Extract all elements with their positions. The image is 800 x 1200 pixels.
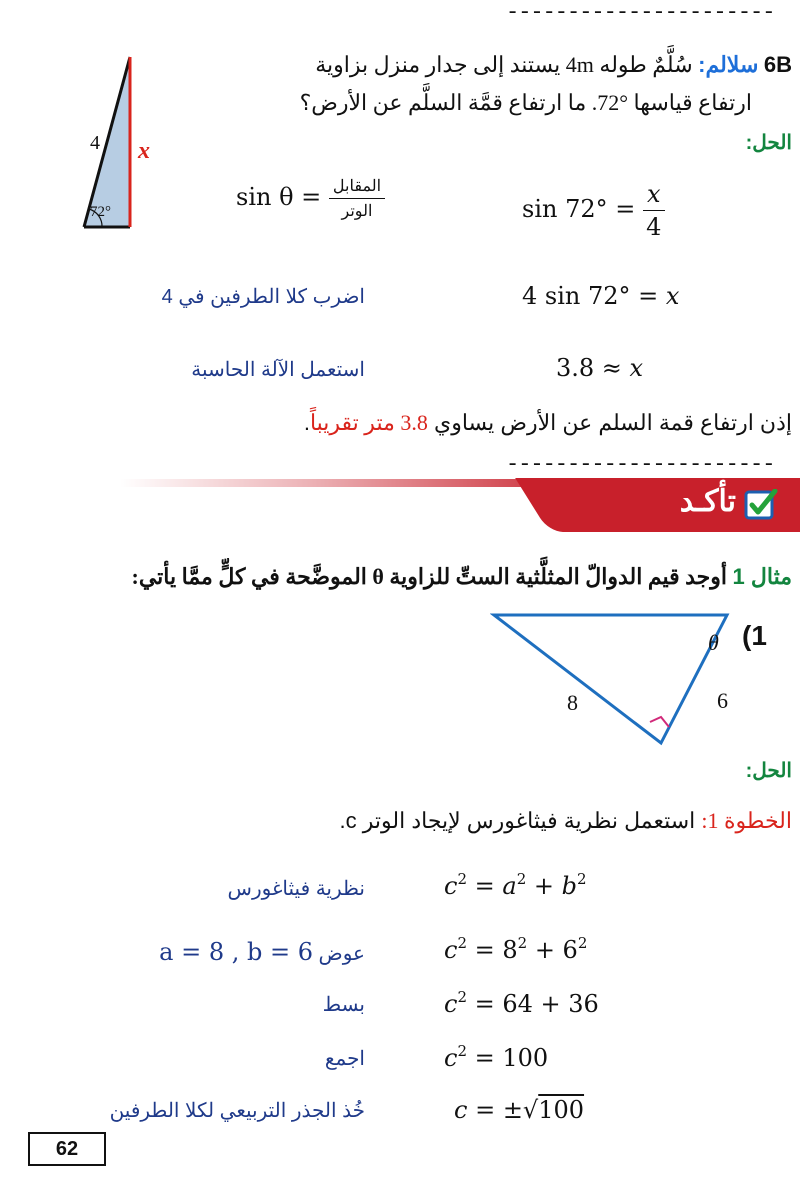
page-number: 62 [28, 1132, 106, 1166]
row4-equation: $c^2 = 100$ [444, 1042, 549, 1072]
problem-6b-line2: ارتفاع قياسها °72. ما ارتفاع قمَّة السلَّم عن الأرض؟ [299, 90, 752, 115]
row2-equation: $c^2 = 8^2 + 6^2$ [444, 934, 588, 964]
step1-text: استعمل نظرية فيثاغورس لإيجاد الوتر c. [339, 808, 702, 833]
row3-equation: $c^2 = 64 + 36$ [444, 988, 599, 1018]
equation-sin72-fraction [643, 180, 665, 241]
banner-title: تأكـد [679, 485, 736, 518]
item-1-label: (1 [742, 620, 767, 651]
solution-label-ex1: الحل: [745, 760, 792, 782]
row1-equation: $c^2 = a^2 + b^2$ [444, 870, 587, 900]
example1-label: مثال 1 [732, 564, 792, 589]
sin-definition-lhs: sin θ = [236, 183, 322, 211]
checkbox-check-icon [744, 489, 778, 521]
problem-number: 6B [763, 52, 792, 77]
row2-note-math: a = 8 , b = 6 [159, 938, 313, 966]
example1-triangle [494, 615, 727, 743]
conclusion-value: 3.8 متر تقريباً [309, 410, 428, 435]
example1-triangle-figure [490, 605, 735, 750]
conclusion [304, 410, 792, 436]
step2-equation-var: x [665, 282, 680, 310]
hypotenuse-label: 4 [90, 132, 100, 154]
conclusion-after: . [303, 410, 310, 435]
row2-note-text: عوض [318, 943, 365, 965]
middle-divider: ---------------------- [506, 452, 775, 477]
equation-sin72-lhs: sin 72° = [522, 195, 636, 223]
side-8-label: 8 [567, 690, 578, 715]
solution-label-6b: الحل: [745, 132, 792, 154]
step3-note: استعمل الآلة الحاسبة [191, 359, 365, 381]
right-angle-marker [650, 717, 669, 727]
side-6-label: 6 [717, 688, 728, 713]
sin-definition [236, 176, 385, 221]
row3-note: بسط [322, 994, 365, 1016]
conclusion-before: إذن ارتفاع قمة السلم عن الأرض يساوي [427, 410, 792, 435]
example1-prompt: أوجد قيم الدوالّ المثلَّثية الستِّ للزاوية θ الموضَّحة في كلٍّ ممَّا يأتي: [131, 564, 728, 589]
step2-equation-text: 4 sin 72° = [522, 282, 666, 310]
example1-heading [132, 564, 792, 590]
top-divider: ---------------------- [506, 0, 775, 25]
row1-note: نظرية فيثاغورس [227, 878, 365, 900]
sin-def-numerator: المقابل [329, 176, 385, 199]
step3-equation-text: 3.8 ≈ [556, 354, 630, 382]
problem-text-1: سُلَّمٌ طوله 4m يستند إلى جدار منزل بزاوية [315, 52, 693, 77]
equation-sin72-numerator: x [643, 180, 665, 211]
step3-equation-var: x [629, 354, 644, 382]
step1-line [340, 808, 792, 834]
row5-equation: c = ±√100 [454, 1096, 585, 1124]
equation-sin72-denominator: 4 [646, 213, 662, 241]
problem-6b-line1 [315, 52, 792, 78]
height-label: x [138, 138, 150, 164]
row2-note [159, 938, 365, 966]
problem-keyword: سلالم: [698, 52, 759, 77]
sin-def-denominator: الوتر [341, 203, 373, 220]
equation-sin72 [522, 180, 665, 241]
step2-note: اضرب كلا الطرفين في 4 [161, 286, 365, 308]
step1-label: الخطوة 1: [701, 808, 792, 833]
row4-note: اجمع [324, 1048, 365, 1070]
row5-note: خُذ الجذر التربيعي لكلا الطرفين [109, 1100, 365, 1122]
sin-definition-fraction [329, 176, 385, 221]
angle-label: 72° [90, 204, 111, 220]
step2-equation [522, 282, 679, 310]
step3-equation [556, 354, 643, 382]
theta-label: θ [708, 630, 719, 655]
